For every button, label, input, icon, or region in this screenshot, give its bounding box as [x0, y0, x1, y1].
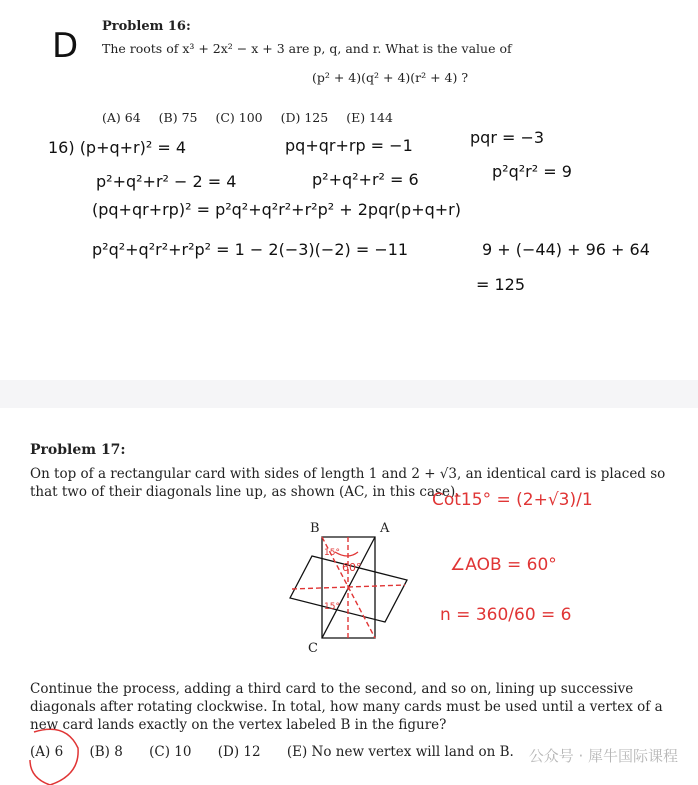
choice-d: (D) 125: [280, 110, 329, 125]
choice-e: (E) 144: [346, 110, 393, 125]
handwritten-angle: ∠AOB = 60°: [450, 555, 557, 575]
choice-b: (B) 75: [158, 110, 198, 125]
choice-a: (A) 64: [102, 110, 141, 125]
answer-mark: D: [52, 26, 79, 66]
vertex-b-label: B: [310, 521, 320, 536]
figure-angle-15: 15°: [324, 602, 340, 612]
vertex-c-label: C: [308, 641, 318, 656]
handwritten-line: (pq+qr+rp)² = p²q²+q²r²+r²p² + 2pqr(p+q+r): [92, 200, 461, 219]
choice-c: (C) 10: [149, 744, 192, 760]
handwritten-line: 9 + (−44) + 96 + 64: [482, 240, 650, 259]
handwritten-line: p²q²r² = 9: [492, 162, 572, 181]
figure-angle-15: 15°: [324, 548, 340, 558]
problem-16-title: Problem 16:: [102, 19, 191, 34]
choice-e: (E) No new vertex will land on B.: [286, 744, 514, 760]
watermark: 公众号 · 犀牛国际课程: [528, 747, 678, 765]
handwritten-n: n = 360/60 = 6: [440, 605, 572, 625]
problem-17-continuation: Continue the process, adding a third card to the second, and so on, lining up successive diagonals after rotating clockwise. In total, how many cards must be used until a vertex of a new card lands exactly on the vertex labeled B in the figure?: [30, 681, 663, 733]
problem-17-choices: [30, 744, 536, 760]
handwritten-line: pqr = −3: [470, 128, 545, 147]
choice-d: (D) 12: [217, 744, 261, 760]
handwritten-line: p²+q²+r² = 6: [312, 170, 419, 189]
choice-b: (B) 8: [89, 744, 123, 760]
handwritten-line: 16) (p+q+r)² = 4: [48, 138, 187, 157]
figure-angle-60: 60°: [342, 561, 362, 574]
handwritten-line: p²q²+q²r²+r²p² = 1 − 2(−3)(−2) = −11: [92, 240, 409, 259]
handwritten-cot: Cot15° = (2+√3)/1: [432, 490, 593, 510]
problem-16-expression: (p² + 4)(q² + 4)(r² + 4) ?: [312, 70, 469, 85]
vertex-a-label: A: [380, 521, 390, 536]
choice-a: (A) 6: [30, 744, 64, 760]
handwritten-line: pq+qr+rp = −1: [285, 136, 413, 155]
handwritten-line: p²+q²+r² − 2 = 4: [96, 172, 237, 191]
choice-c: (C) 100: [215, 110, 263, 125]
problem-16-statement: The roots of x³ + 2x² − x + 3 are p, q, and r. What is the value of: [102, 41, 512, 56]
problem-17-statement: On top of a rectangular card with sides of length 1 and 2 + √3, an identical card is placed so that two of their diagonals line up, as shown (AC, in this case).: [30, 466, 666, 500]
problem-17-title: Problem 17:: [30, 442, 126, 458]
handwritten-line: = 125: [476, 275, 526, 294]
